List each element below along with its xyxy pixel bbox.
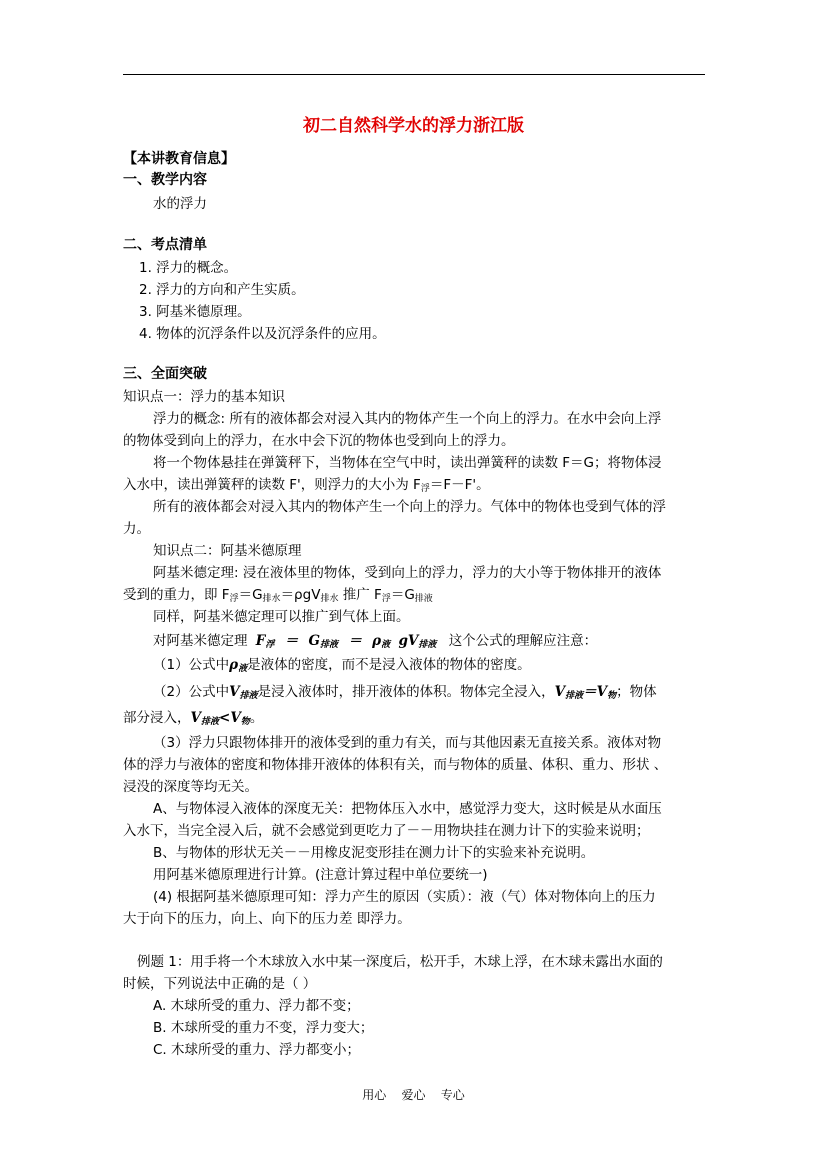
paragraph-line: 入水下，当完全浸入后，就不会感觉到更吃力了－－用物块挂在测力计下的实验来说明； <box>123 823 650 839</box>
paragraph-line: (4) 根据阿基米德原理可知：浮力产生的原因（实质）：液（气）体对物体向上的压力 <box>153 889 656 905</box>
note-1: （1）公式中$\rho_液$是液体的密度，而不是浸入液体的物体的密度。 <box>153 657 531 674</box>
paragraph-line: 受到的重力，即 $F_浮=G_{排水}=\rho gV_{排水}$ 推广 $F_浮=G_{排液}$ <box>123 587 433 604</box>
example-question: 例题 1：用手将一个木球放入水中某一深度后，松开手，木球上浮，在木球未露出水面的 <box>137 954 663 970</box>
paragraph-line: 阿基米德定理: 浸在液体里的物体，受到向上的浮力，浮力的大小等于物体排开的液体 <box>153 565 662 581</box>
paragraph-line: 大于向下的压力，向上、向下的压力差 即浮力。 <box>123 911 411 927</box>
heading-breakthrough: 三、全面突破 <box>123 366 207 382</box>
exam-point-item: 3. 阿基米德原理。 <box>139 304 251 320</box>
formula-line: 对阿基米德定理 $F_浮 = G_{排液} = \rho_液$ $gV_{排液}$ 这个公式的理解应注意： <box>153 633 598 650</box>
paragraph-line: 体的浮力与液体的密度和物体排开液体的体积有关，而与物体的质量、体积、重力、形状 、 <box>123 757 668 773</box>
exam-point-item: 4. 物体的沉浮条件以及沉浮条件的应用。 <box>139 326 386 342</box>
paragraph-line: 浸没的深度等均无关。 <box>123 779 258 795</box>
exam-point-item: 2. 浮力的方向和产生实质。 <box>139 282 305 298</box>
teaching-content-text: 水的浮力 <box>153 196 207 212</box>
knowledge-point-1-title: 知识点一：浮力的基本知识 <box>123 389 285 405</box>
paragraph-line: B、与物体的形状无关－－用橡皮泥变形挂在测力计下的实验来补充说明。 <box>153 845 595 861</box>
document-title: 初二自然科学水的浮力浙江版 <box>303 116 524 136</box>
paragraph-line: 将一个物体悬挂在弹簧秤下，当物体在空气中时，读出弹簧秤的读数 F＝G；将物体浸 <box>153 455 662 471</box>
paragraph-line: 的物体受到向上的浮力，在水中会下沉的物体也受到向上的浮力。 <box>123 433 515 449</box>
example-option: B. 木球所受的重力不变，浮力变大； <box>153 1020 374 1036</box>
heading-exam-points: 二、考点清单 <box>123 237 207 253</box>
note-2: （2）公式中$V_{排液}$是浸入液体时，排开液体的体积。物体完全浸入，$V_{排液}=V_物$；物体 <box>153 684 657 701</box>
knowledge-point-2-title: 知识点二：阿基米德原理 <box>153 543 302 559</box>
example-option: A. 木球所受的重力、浮力都不变； <box>153 998 360 1014</box>
paragraph-line: （3）浮力只跟物体排开的液体受到的重力有关，而与其他因素无直接关系。液体对物 <box>153 735 662 751</box>
paragraph-line: A、与物体浸入液体的深度无关：把物体压入水中，感觉浮力变大，这时候是从水面压 <box>153 801 662 817</box>
note-2-continued: 部分浸入，$V_{排液}<V_物$。 <box>123 710 264 727</box>
header-rule <box>123 74 705 75</box>
paragraph-line: 所有的液体都会对浸入其内的物体产生一个向上的浮力。气体中的物体也受到气体的浮 <box>153 499 666 515</box>
paragraph-line: 力。 <box>123 521 150 537</box>
archimedes-formula: $F_浮 = G_{排液} = \rho_液$ $gV_{排液}$ <box>255 633 437 650</box>
paragraph-line: 用阿基米德原理进行计算。(注意计算过程中单位要统一) <box>153 867 488 883</box>
page-footer: 用心 爱心 专心 <box>362 1088 465 1102</box>
paragraph-line: 同样，阿基米德定理可以推广到气体上面。 <box>153 609 410 625</box>
paragraph-line: 浮力的概念: 所有的液体都会对浸入其内的物体产生一个向上的浮力。在水中会向上浮 <box>153 411 662 427</box>
heading-teaching-content: 一、教学内容 <box>123 172 207 188</box>
example-option: C. 木球所受的重力、浮力都变小； <box>153 1042 361 1058</box>
exam-point-item: 1. 浮力的概念。 <box>139 260 238 276</box>
example-question: 时候，下列说法中正确的是（ ） <box>123 976 317 992</box>
section-info-label: 【本讲教育信息】 <box>123 151 235 167</box>
paragraph-line: 入水中，读出弹簧秤的读数 F'，则浮力的大小为 $F_浮=F-F'$。 <box>123 477 490 494</box>
